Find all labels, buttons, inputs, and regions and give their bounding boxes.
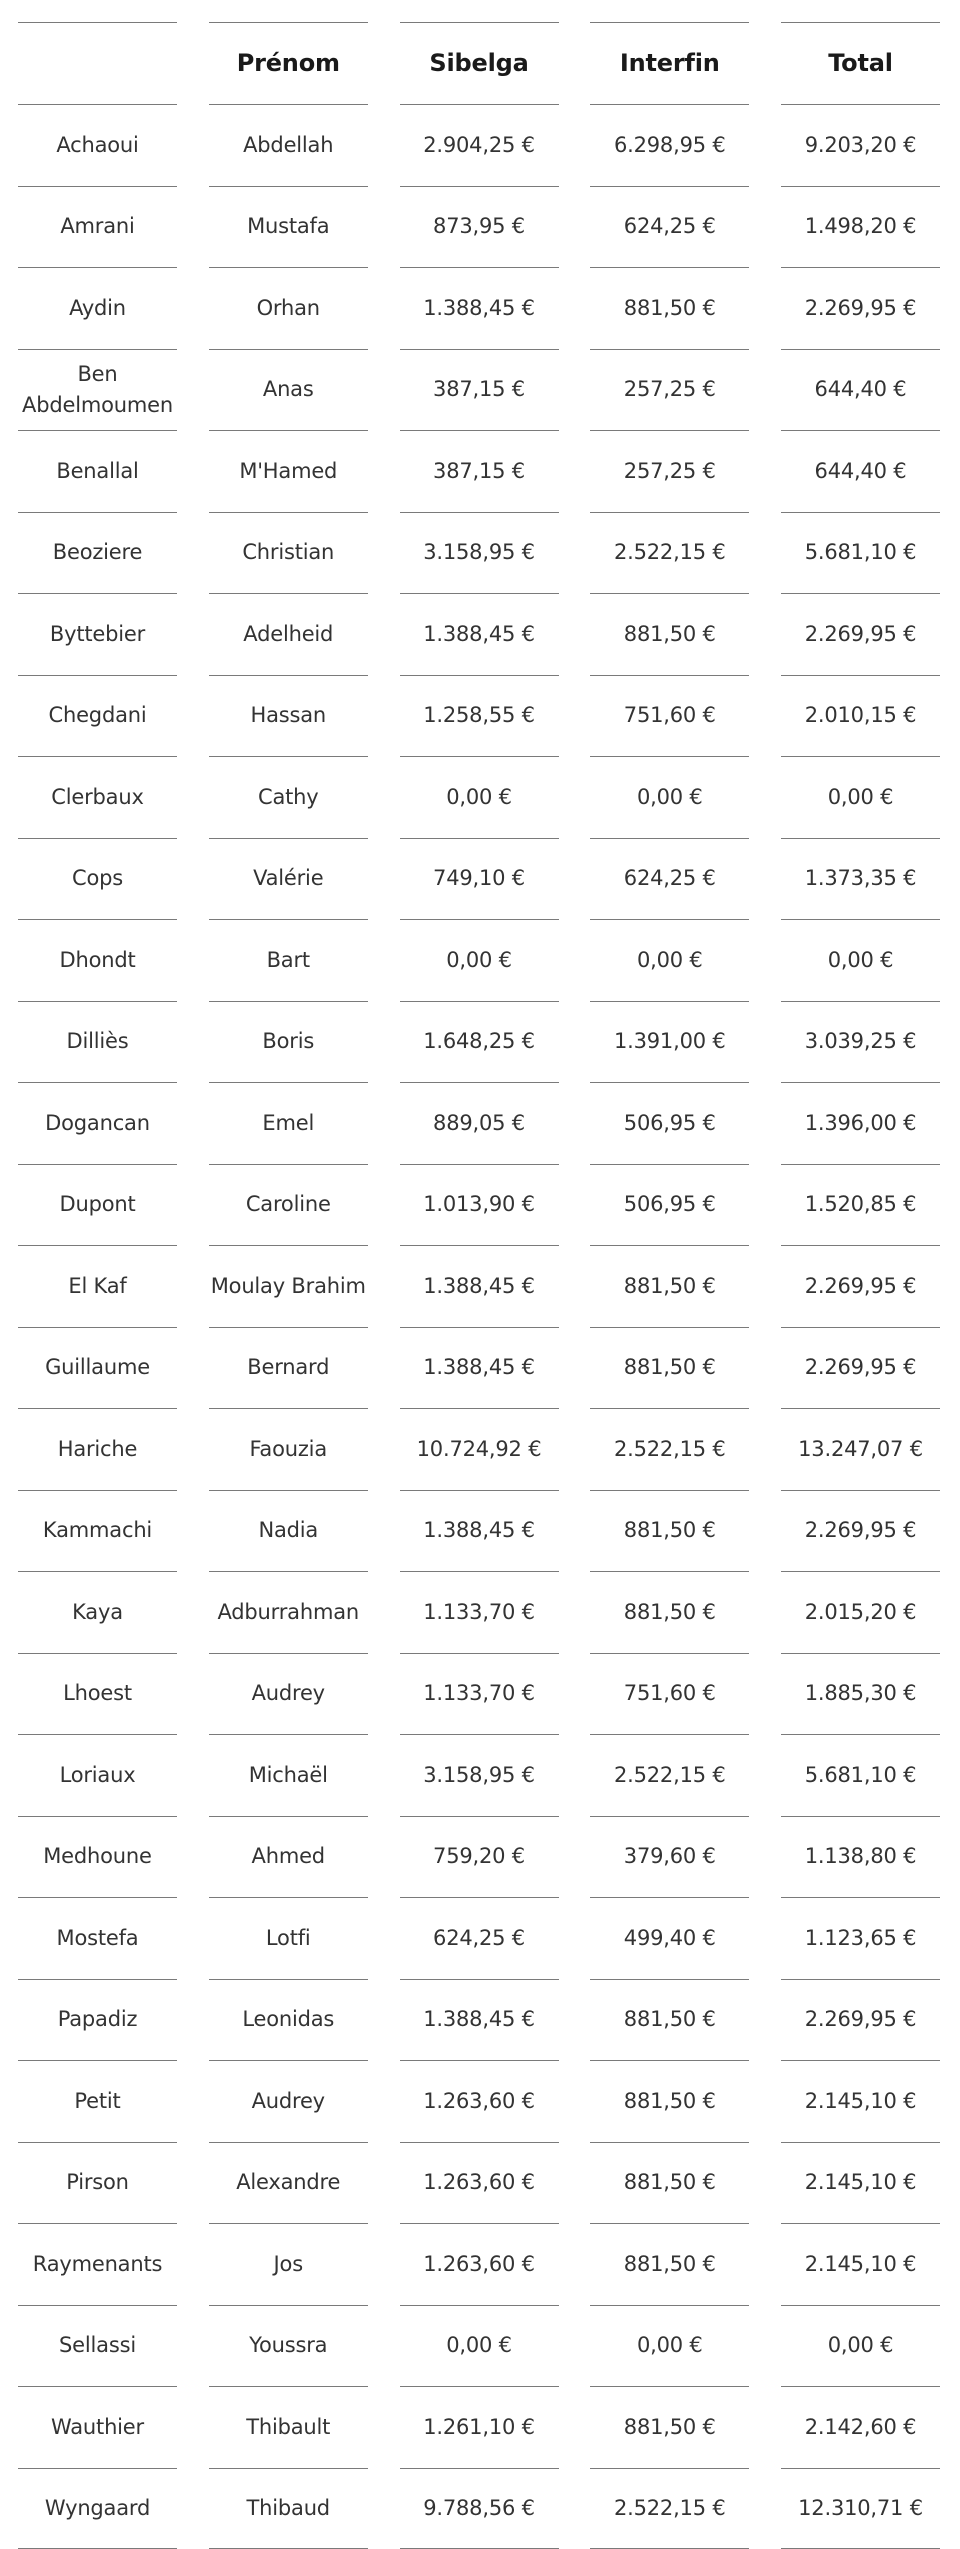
cell-sibelga: 1.263,60 €	[400, 2142, 559, 2224]
cell-total: 1.123,65 €	[781, 1897, 940, 1979]
cell-total: 5.681,10 €	[781, 1734, 940, 1816]
header-sibelga: Sibelga	[400, 22, 559, 104]
cell-prenom: Anas	[209, 349, 368, 431]
cell-interfin: 881,50 €	[590, 1490, 749, 1572]
cell-prenom: Jos	[209, 2223, 368, 2305]
cell-interfin: 257,25 €	[590, 349, 749, 431]
cell-prenom: Abdellah	[209, 104, 368, 186]
cell-prenom: Audrey	[209, 1653, 368, 1735]
table-row	[18, 1408, 940, 1490]
cell-prenom: Valérie	[209, 838, 368, 920]
cell-nom: Dupont	[18, 1164, 177, 1246]
cell-nom: Cops	[18, 838, 177, 920]
cell-prenom: Adelheid	[209, 593, 368, 675]
cell-nom: Achaoui	[18, 104, 177, 186]
cell-interfin: 499,40 €	[590, 1897, 749, 1979]
cell-sibelga: 3.158,95 €	[400, 512, 559, 594]
cell-sibelga: 759,20 €	[400, 1816, 559, 1898]
cell-nom: Ben Abdelmoumen	[18, 349, 177, 431]
table-row	[18, 1897, 940, 1979]
cell-total: 2.145,10 €	[781, 2142, 940, 2224]
cell-nom: Amrani	[18, 186, 177, 268]
cell-prenom: Youssra	[209, 2305, 368, 2387]
table-row	[18, 2386, 940, 2468]
cell-nom: El Kaf	[18, 1245, 177, 1327]
table-row	[18, 1979, 940, 2061]
table-row	[18, 1734, 940, 1816]
cell-total: 2.145,10 €	[781, 2060, 940, 2142]
table-row	[18, 1001, 940, 1083]
cell-sibelga: 1.388,45 €	[400, 593, 559, 675]
cell-nom: Pirson	[18, 2142, 177, 2224]
cell-sibelga: 749,10 €	[400, 838, 559, 920]
header-total: Total	[781, 22, 940, 104]
table-row	[18, 1571, 940, 1653]
cell-total: 0,00 €	[781, 919, 940, 1001]
cell-sibelga: 1.388,45 €	[400, 1245, 559, 1327]
cell-prenom: Faouzia	[209, 1408, 368, 1490]
cell-interfin: 2.522,15 €	[590, 1408, 749, 1490]
cell-total: 12.310,71 €	[781, 2468, 940, 2549]
cell-interfin: 0,00 €	[590, 756, 749, 838]
remuneration-table	[18, 22, 940, 2549]
cell-nom: Dilliès	[18, 1001, 177, 1083]
cell-sibelga: 1.388,45 €	[400, 267, 559, 349]
table-header-row	[18, 22, 940, 104]
table-row	[18, 267, 940, 349]
header-interfin: Interfin	[590, 22, 749, 104]
cell-interfin: 2.522,15 €	[590, 1734, 749, 1816]
cell-interfin: 881,50 €	[590, 2142, 749, 2224]
cell-interfin: 1.391,00 €	[590, 1001, 749, 1083]
table-row	[18, 2468, 940, 2549]
cell-total: 2.269,95 €	[781, 1245, 940, 1327]
cell-prenom: M'Hamed	[209, 430, 368, 512]
cell-interfin: 881,50 €	[590, 2223, 749, 2305]
cell-total: 1.498,20 €	[781, 186, 940, 268]
cell-prenom: Mustafa	[209, 186, 368, 268]
table-row	[18, 1164, 940, 1246]
cell-sibelga: 387,15 €	[400, 430, 559, 512]
cell-total: 1.885,30 €	[781, 1653, 940, 1735]
cell-nom: Kammachi	[18, 1490, 177, 1572]
table-row	[18, 430, 940, 512]
table-row	[18, 2060, 940, 2142]
cell-nom: Dhondt	[18, 919, 177, 1001]
cell-sibelga: 1.648,25 €	[400, 1001, 559, 1083]
cell-interfin: 881,50 €	[590, 593, 749, 675]
cell-prenom: Ahmed	[209, 1816, 368, 1898]
cell-nom: Lhoest	[18, 1653, 177, 1735]
cell-total: 3.039,25 €	[781, 1001, 940, 1083]
cell-sibelga: 889,05 €	[400, 1082, 559, 1164]
cell-prenom: Thibault	[209, 2386, 368, 2468]
table-row	[18, 838, 940, 920]
cell-interfin: 624,25 €	[590, 186, 749, 268]
cell-interfin: 506,95 €	[590, 1164, 749, 1246]
cell-nom: Raymenants	[18, 2223, 177, 2305]
cell-sibelga: 1.133,70 €	[400, 1571, 559, 1653]
cell-total: 5.681,10 €	[781, 512, 940, 594]
table-row	[18, 2223, 940, 2305]
cell-sibelga: 3.158,95 €	[400, 1734, 559, 1816]
cell-prenom: Bart	[209, 919, 368, 1001]
cell-total: 1.138,80 €	[781, 1816, 940, 1898]
cell-sibelga: 1.263,60 €	[400, 2223, 559, 2305]
cell-total: 9.203,20 €	[781, 104, 940, 186]
cell-interfin: 257,25 €	[590, 430, 749, 512]
cell-interfin: 6.298,95 €	[590, 104, 749, 186]
table-row	[18, 1245, 940, 1327]
cell-prenom: Leonidas	[209, 1979, 368, 2061]
cell-total: 644,40 €	[781, 349, 940, 431]
cell-sibelga: 624,25 €	[400, 1897, 559, 1979]
cell-sibelga: 1.261,10 €	[400, 2386, 559, 2468]
table-row	[18, 1816, 940, 1898]
table-row	[18, 1327, 940, 1409]
cell-sibelga: 0,00 €	[400, 756, 559, 838]
cell-nom: Beoziere	[18, 512, 177, 594]
table-row	[18, 1653, 940, 1735]
cell-total: 2.145,10 €	[781, 2223, 940, 2305]
cell-nom: Mostefa	[18, 1897, 177, 1979]
cell-interfin: 881,50 €	[590, 1571, 749, 1653]
table-body	[18, 104, 940, 2549]
cell-interfin: 2.522,15 €	[590, 512, 749, 594]
table-row	[18, 593, 940, 675]
cell-nom: Aydin	[18, 267, 177, 349]
cell-interfin: 0,00 €	[590, 919, 749, 1001]
table-row	[18, 756, 940, 838]
table-row	[18, 349, 940, 431]
cell-prenom: Emel	[209, 1082, 368, 1164]
cell-sibelga: 9.788,56 €	[400, 2468, 559, 2549]
table-row	[18, 675, 940, 757]
table-row	[18, 919, 940, 1001]
cell-prenom: Nadia	[209, 1490, 368, 1572]
cell-prenom: Alexandre	[209, 2142, 368, 2224]
cell-interfin: 881,50 €	[590, 2060, 749, 2142]
cell-interfin: 881,50 €	[590, 1327, 749, 1409]
cell-nom: Benallal	[18, 430, 177, 512]
cell-prenom: Thibaud	[209, 2468, 368, 2549]
cell-total: 1.373,35 €	[781, 838, 940, 920]
cell-nom: Wauthier	[18, 2386, 177, 2468]
cell-nom: Papadiz	[18, 1979, 177, 2061]
cell-sibelga: 0,00 €	[400, 2305, 559, 2387]
header-prenom: Prénom	[209, 22, 368, 104]
cell-interfin: 379,60 €	[590, 1816, 749, 1898]
table-row	[18, 104, 940, 186]
cell-total: 644,40 €	[781, 430, 940, 512]
cell-nom: Loriaux	[18, 1734, 177, 1816]
table-row	[18, 1082, 940, 1164]
cell-sibelga: 1.388,45 €	[400, 1979, 559, 2061]
cell-nom: Kaya	[18, 1571, 177, 1653]
cell-sibelga: 873,95 €	[400, 186, 559, 268]
cell-interfin: 881,50 €	[590, 267, 749, 349]
cell-nom: Wyngaard	[18, 2468, 177, 2549]
cell-total: 2.015,20 €	[781, 1571, 940, 1653]
cell-prenom: Christian	[209, 512, 368, 594]
cell-prenom: Audrey	[209, 2060, 368, 2142]
cell-sibelga: 10.724,92 €	[400, 1408, 559, 1490]
cell-total: 0,00 €	[781, 756, 940, 838]
table-row	[18, 1490, 940, 1572]
cell-total: 1.396,00 €	[781, 1082, 940, 1164]
cell-interfin: 751,60 €	[590, 675, 749, 757]
cell-total: 2.269,95 €	[781, 1979, 940, 2061]
cell-sibelga: 1.133,70 €	[400, 1653, 559, 1735]
cell-interfin: 506,95 €	[590, 1082, 749, 1164]
cell-nom: Byttebier	[18, 593, 177, 675]
cell-interfin: 624,25 €	[590, 838, 749, 920]
cell-nom: Dogancan	[18, 1082, 177, 1164]
table-row	[18, 2142, 940, 2224]
cell-interfin: 751,60 €	[590, 1653, 749, 1735]
cell-prenom: Orhan	[209, 267, 368, 349]
cell-prenom: Hassan	[209, 675, 368, 757]
cell-nom: Sellassi	[18, 2305, 177, 2387]
cell-nom: Chegdani	[18, 675, 177, 757]
cell-sibelga: 2.904,25 €	[400, 104, 559, 186]
cell-prenom: Adburrahman	[209, 1571, 368, 1653]
cell-prenom: Lotfi	[209, 1897, 368, 1979]
cell-interfin: 0,00 €	[590, 2305, 749, 2387]
cell-total: 2.142,60 €	[781, 2386, 940, 2468]
cell-sibelga: 1.263,60 €	[400, 2060, 559, 2142]
cell-total: 2.010,15 €	[781, 675, 940, 757]
table-row	[18, 2305, 940, 2387]
cell-prenom: Moulay Brahim	[209, 1245, 368, 1327]
cell-prenom: Caroline	[209, 1164, 368, 1246]
cell-sibelga: 1.013,90 €	[400, 1164, 559, 1246]
cell-interfin: 881,50 €	[590, 1979, 749, 2061]
cell-interfin: 2.522,15 €	[590, 2468, 749, 2549]
cell-prenom: Boris	[209, 1001, 368, 1083]
header-nom	[18, 22, 177, 104]
table-row	[18, 512, 940, 594]
cell-nom: Medhoune	[18, 1816, 177, 1898]
cell-total: 1.520,85 €	[781, 1164, 940, 1246]
cell-prenom: Michaël	[209, 1734, 368, 1816]
cell-nom: Clerbaux	[18, 756, 177, 838]
cell-sibelga: 1.388,45 €	[400, 1490, 559, 1572]
cell-sibelga: 0,00 €	[400, 919, 559, 1001]
cell-total: 2.269,95 €	[781, 1490, 940, 1572]
cell-interfin: 881,50 €	[590, 1245, 749, 1327]
cell-sibelga: 387,15 €	[400, 349, 559, 431]
cell-prenom: Bernard	[209, 1327, 368, 1409]
cell-total: 13.247,07 €	[781, 1408, 940, 1490]
cell-total: 2.269,95 €	[781, 593, 940, 675]
table-row	[18, 186, 940, 268]
cell-nom: Guillaume	[18, 1327, 177, 1409]
cell-total: 2.269,95 €	[781, 1327, 940, 1409]
cell-interfin: 881,50 €	[590, 2386, 749, 2468]
cell-total: 0,00 €	[781, 2305, 940, 2387]
cell-sibelga: 1.388,45 €	[400, 1327, 559, 1409]
cell-nom: Petit	[18, 2060, 177, 2142]
cell-sibelga: 1.258,55 €	[400, 675, 559, 757]
cell-total: 2.269,95 €	[781, 267, 940, 349]
cell-nom: Hariche	[18, 1408, 177, 1490]
cell-prenom: Cathy	[209, 756, 368, 838]
